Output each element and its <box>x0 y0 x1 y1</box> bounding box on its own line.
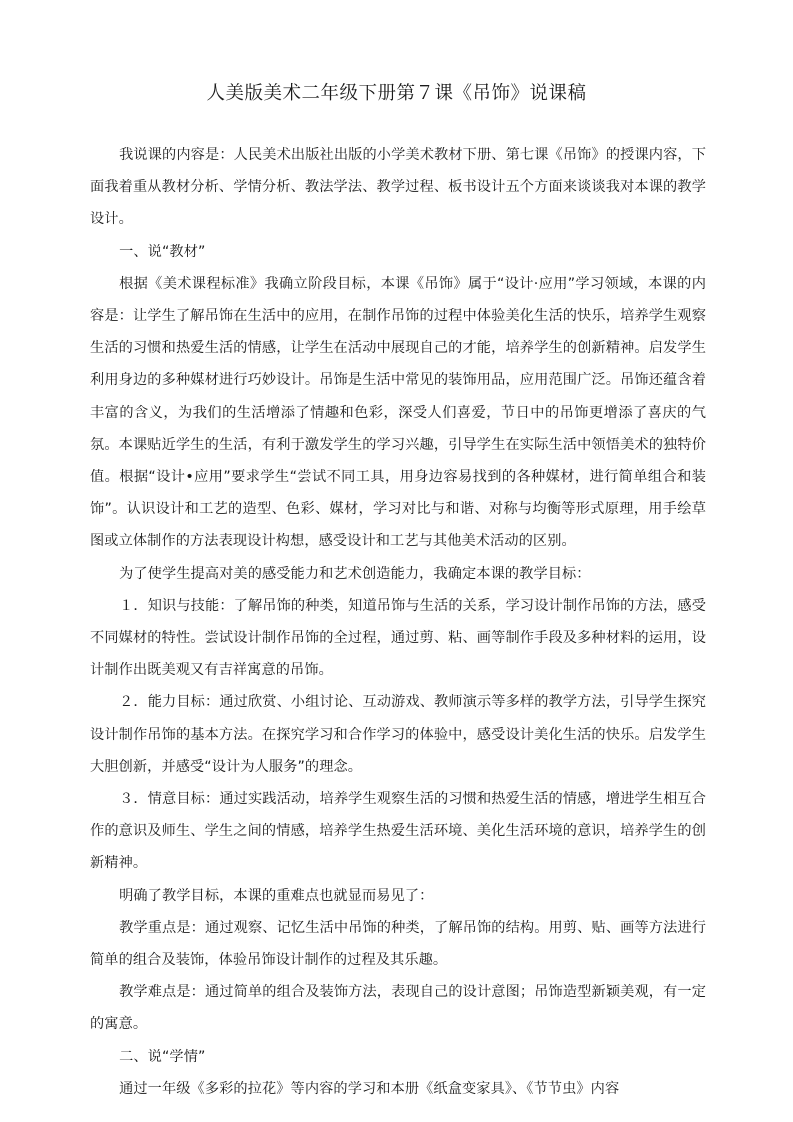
paragraph-teaching-focus: 教学重点是：通过观察、记忆生活中吊饰的种类，了解吊饰的结构。用剪、贴、画等方法进行简单的组合及装饰，体验吊饰设计制作的过程及其乐趣。 <box>90 919 706 969</box>
paragraph-goal-ability: ２．能力目标：通过欣赏、小组讨论、互动游戏、教师演示等多样的教学方法，引导学生探究设计制作吊饰的基本方法。在探究学习和合作学习的体验中，感受设计美化生活的快乐。启发学生大胆创新，并感受“设计为人服务”的理念。 <box>90 694 706 775</box>
paragraph-goals-intro: 为了使学生提高对美的感受能力和艺术创造能力，我确定本课的教学目标： <box>119 565 591 582</box>
paragraph-goal-emotion: ３．情意目标：通过实践活动，培养学生观察生活的习惯和热爱生活的情感，增进学生相互合作的意识及师生、学生之间的情感，培养学生热爱生活环境、美化生活环境的意识，培养学生的创新精神。 <box>90 791 706 872</box>
paragraph-intro: 我说课的内容是：人民美术出版社出版的小学美术教材下册、第七课《吊饰》的授课内容，下面我着重从教材分析、学情分析、教法学法、教学过程、板书设计五个方面来谈谈我对本课的教学设计。 <box>90 147 706 228</box>
paragraph-textbook-analysis: 根据《美术课程标准》我确立阶段目标，本课《吊饰》属于“设计·应用”学习领域，本课的内容是：让学生了解吊饰在生活中的应用，在制作吊饰的过程中体验美化生活的快乐，培养学生观察生活的习惯和热爱生活的情感，让学生在活动中展现自己的才能，培养学生的创新精神。启发学生利用身边的多种媒材进行巧妙设计。吊饰是生活中常见的装饰用品，应用范围广泛。吊饰还蕴含着丰富的含义，为我们的生活增添了情趣和色彩，深受人们喜爱，节日中的吊饰更增添了喜庆的气氛。本课贴近学生的生活，有利于激发学生的学习兴趣，引导学生在实际生活中领悟美术的独特价值。根据“设计•应用”要求学生“尝试不同工具，用身边容易找到的各种媒材，进行简单组合和装饰”。认识设计和工艺的造型、色彩、媒材，学习对比与和谐、对称与均衡等形式原理，用手绘草图或立体制作的方法表现设计构想，感受设计和工艺与其他美术活动的区别。 <box>90 275 706 550</box>
document-body <box>90 139 706 1105</box>
paragraph-teaching-difficulty: 教学难点是：通过简单的组合及装饰方法，表现自己的设计意图；吊饰造型新颖美观，有一定的寓意。 <box>90 984 706 1033</box>
document-title: 人美版美术二年级下册第７课《吊饰》说课稿 <box>206 83 587 104</box>
paragraph-key-points-intro: 明确了教学目标，本课的重难点也就显而易见了： <box>119 887 434 904</box>
paragraph-learner-analysis: 通过一年级《多彩的拉花》等内容的学习和本册《纸盒变家具》、《节节虫》内容 <box>119 1080 620 1097</box>
paragraph-goal-knowledge: １．知识与技能：了解吊饰的种类，知道吊饰与生活的关系，学习设计制作吊饰的方法，感受不同媒材的特性。尝试设计制作吊饰的全过程，通过剪、粘、画等制作手段及多种材料的运用，设计制作出既美观又有吉祥寓意的吊饰。 <box>90 597 706 679</box>
section-heading-textbook: 一、说“教材” <box>119 243 206 260</box>
section-heading-learners: 二、说“学情” <box>119 1048 206 1065</box>
